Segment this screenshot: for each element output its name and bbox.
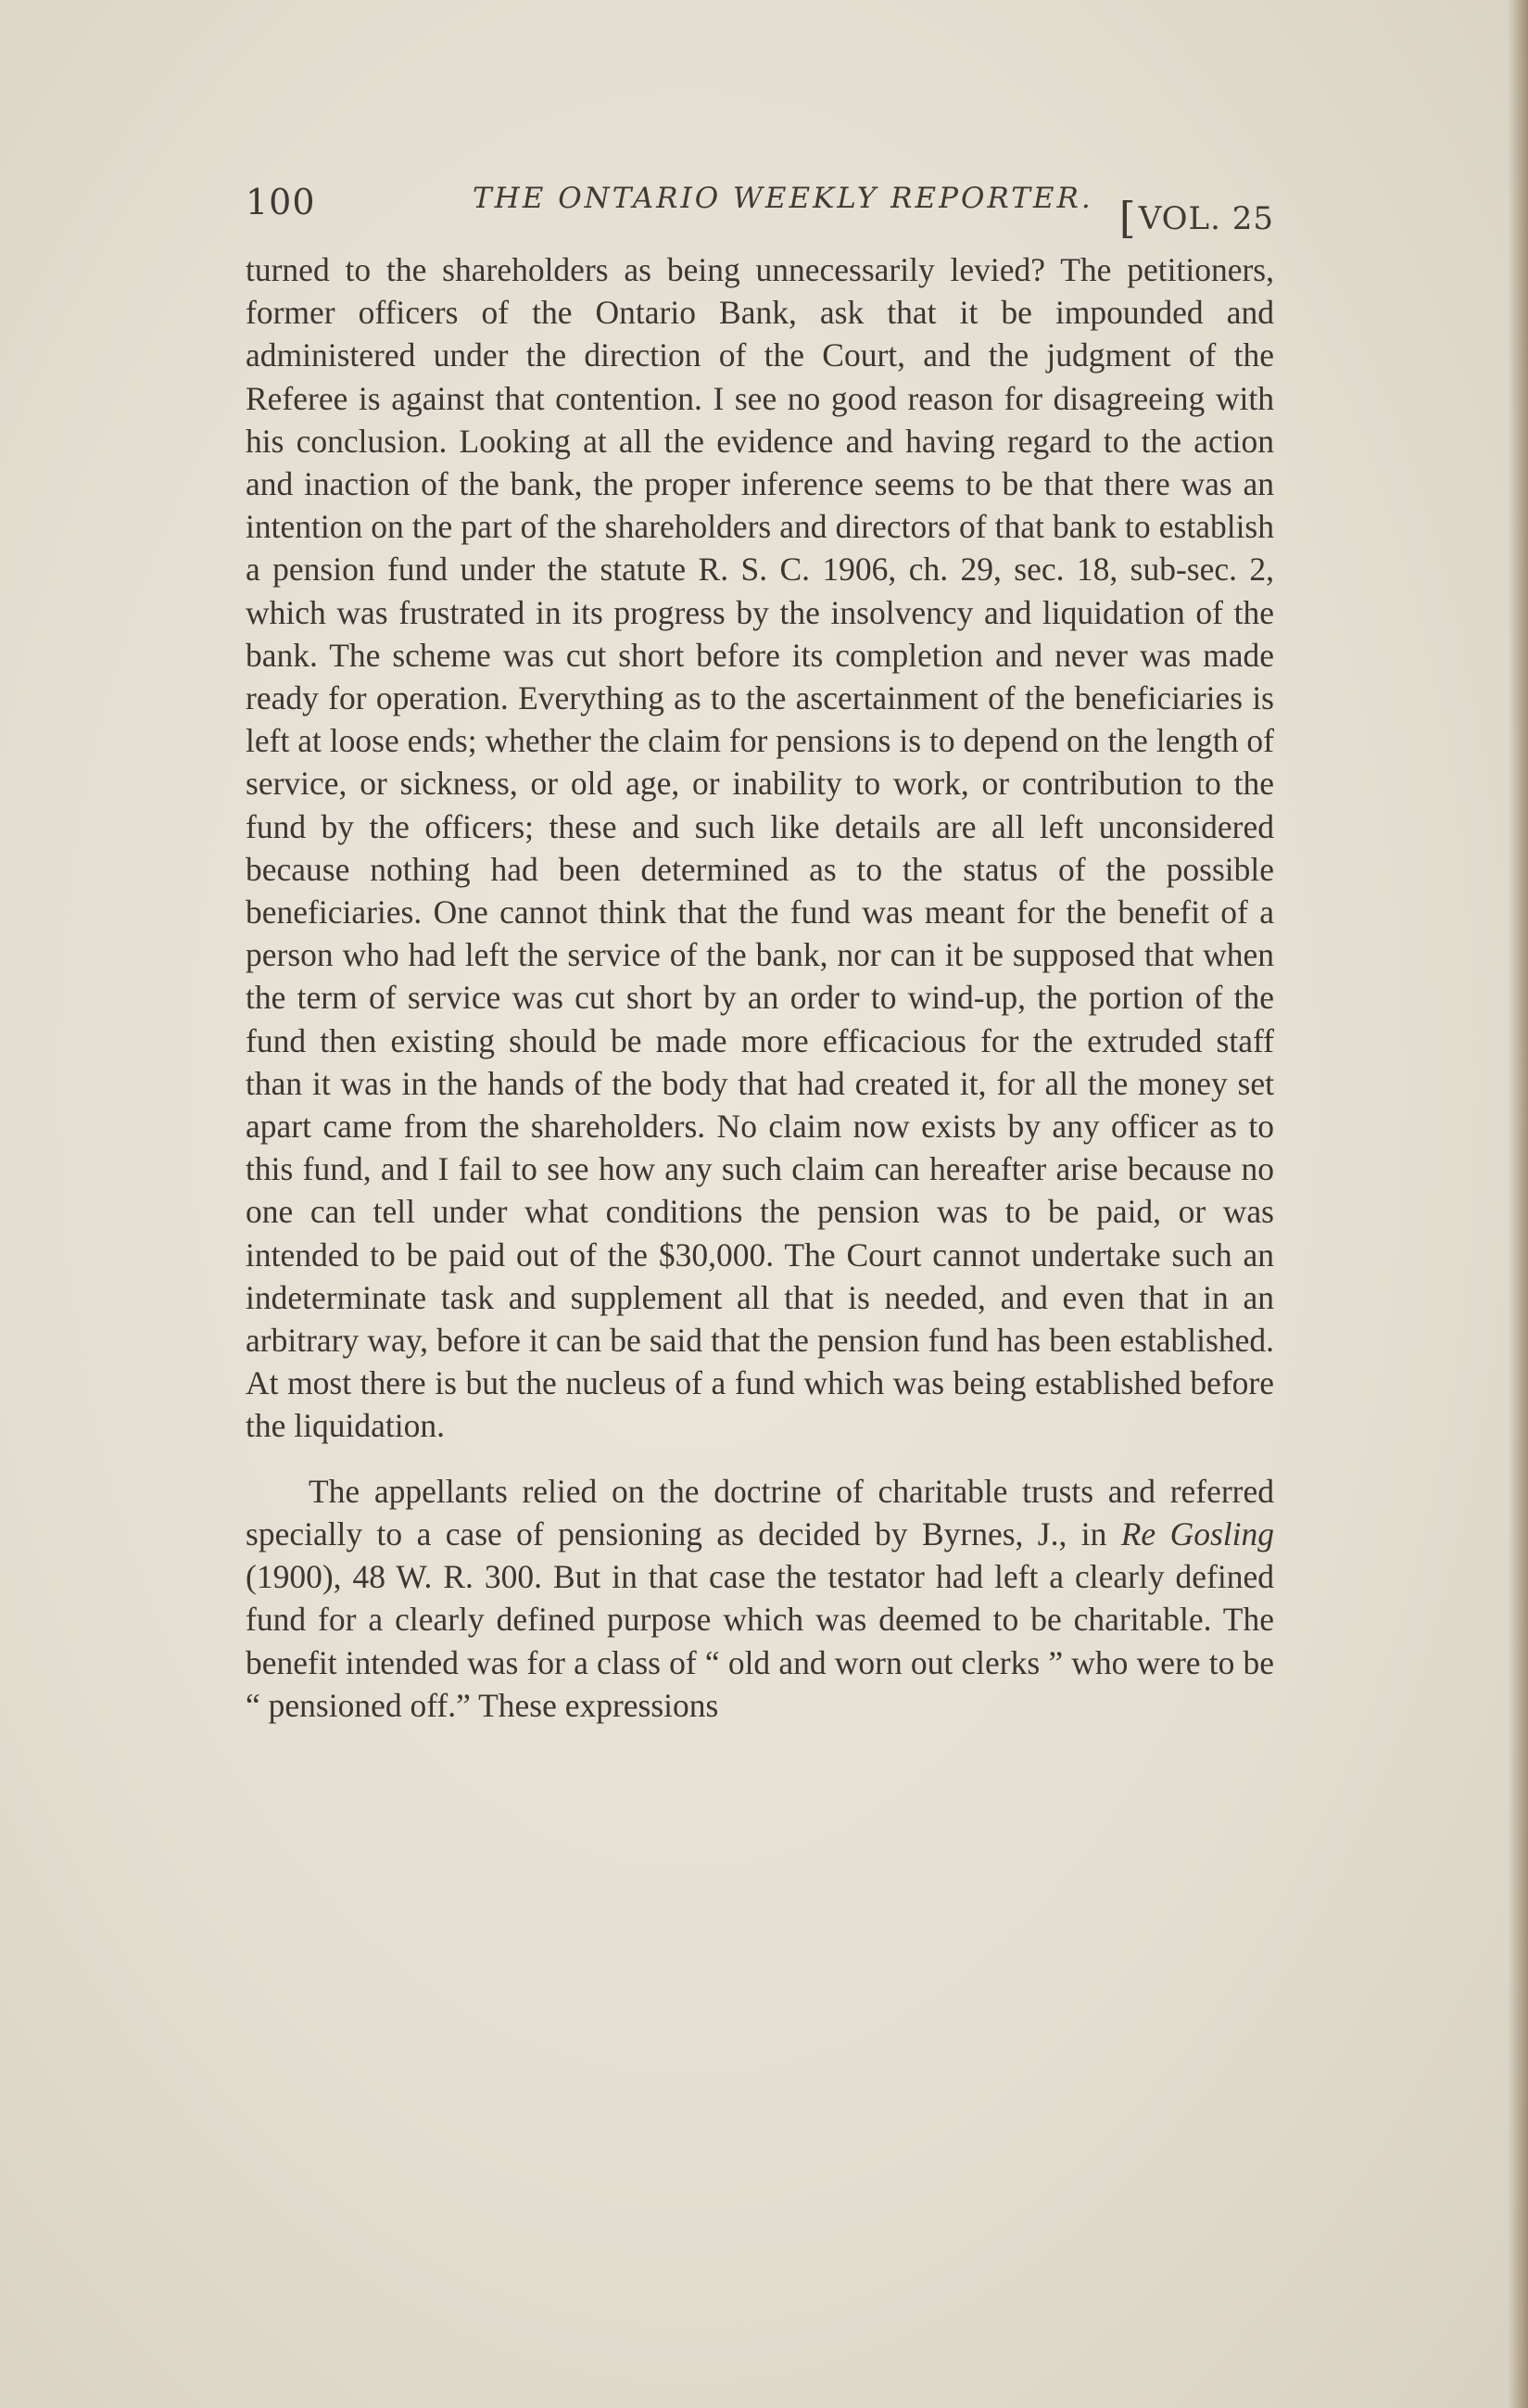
page-edge-shadow <box>1508 0 1528 2408</box>
paragraph-2 <box>246 1470 1274 1727</box>
paragraph-2-text-end: (1900), 48 W. R. 300. But in that case the testator had left a clearly defined fund for a clearly defined purpose which was deemed to be charitable. The benefit intended was for a class of “ old and worn out clerks ” who were to be “ pensioned off.” These expressions <box>246 1558 1274 1724</box>
running-title: THE ONTARIO WEEKLY REPORTER. <box>473 182 1093 215</box>
volume-text: VOL. 25 <box>1138 200 1274 237</box>
paragraph-1: turned to the shareholders as being unnecessarily levied? The petitioners, former officers of the Ontario Bank, ask that it be impounded and administered under the direction of the Court, and the judgment of the Referee is against that contention. I see no good reason for disagreeing with his conclusion. Looking at all the evidence and having regard to the action and inaction of the bank, the proper inference seems to be that there was an intention on the part of the shareholders and directors of that bank to establish a pension fund under the statute R. S. C. 1906, ch. 29, sec. 18, sub-sec. 2, which was frustrated in its progress by the insolvency and liquidation of the bank. The scheme was cut short before its completion and never was made ready for operation. Everything as to the ascertainment of the beneficiaries is left at loose ends; whether the claim for pensions is to depend on the length of service, or sickness, or old age, or inability to work, or contribution to the fund by the officers; these and such like details are all left unconsidered because nothing had been determined as to the status of the possible beneficiaries. One cannot think that the fund was meant for the benefit of a person who had left the service of the bank, nor can it be supposed that when the term of service was cut short by an order to wind-up, the portion of the fund then existing should be made more efficacious for the extruded staff than it was in the hands of the body that had created it, for all the money set apart came from the shareholders. No claim now exists by any officer as to this fund, and I fail to see how any such claim can hereafter arise because no one can tell under what conditions the pension was to be paid, or was intended to be paid out of the $30,000. The Court cannot undertake such an indeterminate task and supplement all that is needed, and even that in an arbitrary way, before it can be said that the pension fund has been established. At most there is but the nucleus of a fund which was being established before the liquidation. <box>246 251 1274 1445</box>
page-number: 100 <box>246 182 316 222</box>
paragraph-2-text-start: The appellants relied on the doctrine of charitable trusts and referred specially to a case of pensioning as decided by Byrnes, J., in <box>246 1472 1274 1553</box>
page-header <box>246 174 1274 243</box>
body-text <box>246 248 1274 1727</box>
volume-label <box>1119 193 1274 243</box>
volume-bracket: [ <box>1118 193 1137 243</box>
case-citation-name: Re Gosling <box>1120 1515 1275 1553</box>
